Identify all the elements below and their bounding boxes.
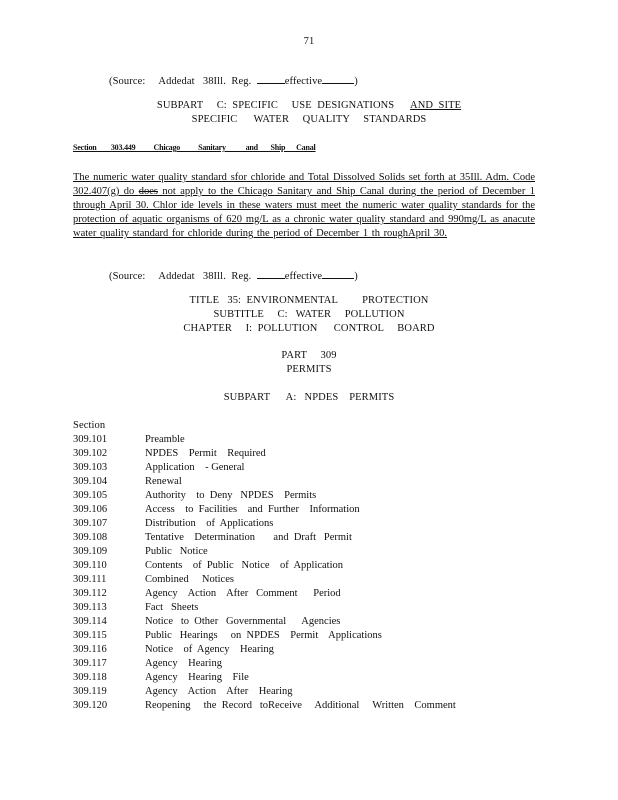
section-number: 309.105 — [73, 490, 108, 501]
section-number: 309.117 — [73, 658, 107, 669]
source-note-suffix: ) — [354, 76, 358, 87]
section-title: Authority to Deny NPDES Permits — [145, 490, 317, 501]
chapter-heading: CHAPTER I: POLLUTION CONTROL BOARD — [183, 323, 435, 334]
source-note-prefix: (Source: Addedat 38Ill. Reg. — [109, 271, 252, 282]
section-number: 309.113 — [73, 602, 107, 613]
section-number: 309.106 — [73, 504, 108, 515]
title-heading: TITLE 35: ENVIRONMENTAL PROTECTION — [189, 295, 429, 306]
section-title: Distribution of Applications — [145, 518, 274, 529]
page-number: 71 — [303, 36, 315, 47]
amendment-text-2: not apply to the Chicago Sanitary and Ship Canal during the period of December 1 through April 30. Chlor ide levels in these waters must meet the numeric water quality standards for the protection of aquatic organisms of 620 mg/L as a chronic water quality standard and 990mg/L as anacute water quality standard for chloride during the period of December 1 th roughApril 30. — [73, 186, 535, 239]
source-note-suffix: ) — [354, 271, 358, 282]
section-title: Application - General — [145, 462, 245, 473]
section-title: Public Notice — [145, 546, 208, 557]
section-title: Agency Hearing File — [145, 672, 249, 683]
section-title: Notice of Agency Hearing — [145, 644, 274, 655]
source-note-prefix: (Source: Addedat 38Ill. Reg. — [109, 76, 252, 87]
section-title: Fact Sheets — [145, 602, 199, 613]
subtitle-heading: SUBTITLE C: WATER POLLUTION — [213, 309, 405, 320]
section-title: NPDES Permit Required — [145, 448, 266, 459]
source-note — [109, 73, 358, 87]
section-number: 309.108 — [73, 532, 108, 543]
section-title: Public Hearings on NPDES Permit Applications — [145, 630, 382, 641]
amendment-paragraph — [73, 171, 535, 241]
section-number: 309.101 — [73, 434, 108, 445]
section-title: Notice to Other Governmental Agencies — [145, 616, 341, 627]
subpart-c-heading-line1 — [0, 100, 618, 111]
section-title: Agency Action After Comment Period — [145, 588, 341, 599]
section-number: 309.102 — [73, 448, 108, 459]
section-number: 309.114 — [73, 616, 107, 627]
subpart-c-heading-text: SUBPART C: SPECIFIC USE DESIGNATIONS — [156, 100, 395, 111]
section-title: Preamble — [145, 434, 185, 445]
blank-line — [257, 268, 285, 279]
section-number: 309.112 — [73, 588, 107, 599]
subpart-c-heading-line2: SPECIFIC WATER QUALITY STANDARDS — [191, 114, 427, 125]
section-title: Agency Action After Hearing — [145, 686, 293, 697]
section-heading: Section 303.449 Chicago Sanitary and Ship Canal — [73, 143, 316, 152]
section-number: 309.111 — [73, 574, 107, 585]
section-title: Access to Facilities and Further Information — [145, 504, 360, 515]
section-title: Agency Hearing — [145, 658, 222, 669]
section-number: 309.120 — [73, 700, 108, 711]
section-number: 309.118 — [73, 672, 107, 683]
section-list-label: Section — [73, 420, 106, 431]
part-number: PART 309 — [281, 350, 337, 361]
amendment-text-1: The numeric water quality standard sfor chloride and Total Dissolved Solids set forth at 35Ill. Adm. Code 302.407(g) do — [73, 172, 535, 197]
section-number: 309.110 — [73, 560, 107, 571]
section-number: 309.115 — [73, 630, 107, 641]
struck-text: does — [138, 186, 158, 197]
section-title: Combined Notices — [145, 574, 234, 585]
section-number: 309.107 — [73, 518, 108, 529]
subpart-a-heading: SUBPART A: NPDES PERMITS — [223, 392, 395, 403]
section-number: 309.104 — [73, 476, 108, 487]
part-name: PERMITS — [286, 364, 332, 375]
blank-line — [322, 268, 354, 279]
section-title: Contents of Public Notice of Application — [145, 560, 344, 571]
source-note — [109, 268, 358, 282]
section-number: 309.103 — [73, 462, 108, 473]
section-title: Renewal — [145, 476, 182, 487]
blank-line — [322, 73, 354, 84]
section-title: Tentative Determination and Draft Permit — [145, 532, 352, 543]
subpart-c-heading-underlined: AND SITE — [410, 100, 462, 111]
source-note-effective: effective — [284, 76, 323, 87]
section-title: Reopening the Record toReceive Additional Written Comment — [145, 700, 456, 711]
section-number: 309.119 — [73, 686, 107, 697]
blank-line — [257, 73, 285, 84]
source-note-effective: effective — [284, 271, 323, 282]
section-number: 309.116 — [73, 644, 107, 655]
section-number: 309.109 — [73, 546, 108, 557]
